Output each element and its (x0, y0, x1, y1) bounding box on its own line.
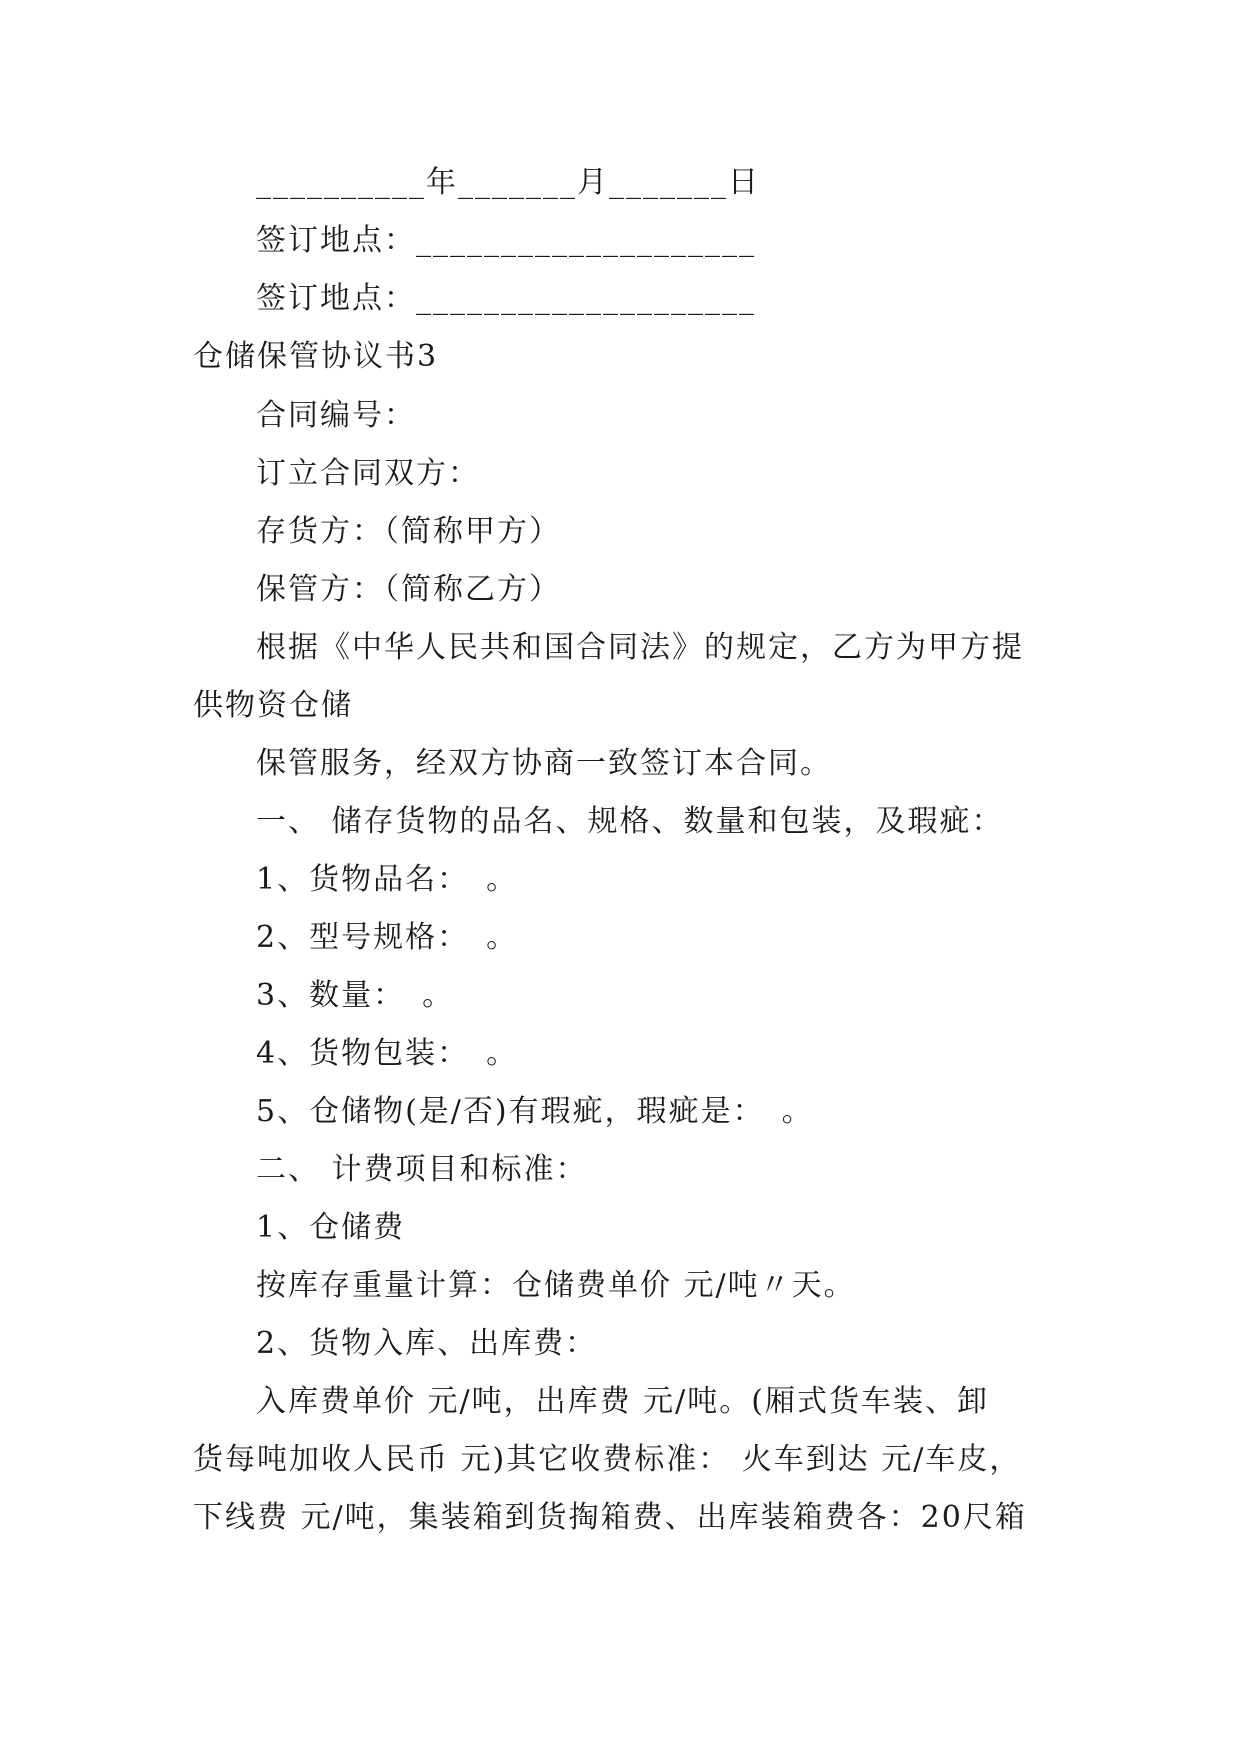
paragraph-line: 保管服务，经双方协商一致签订本合同。 (256, 746, 832, 781)
section-title: 仓储保管协议书3 (193, 339, 439, 374)
clause-heading: 一、 储存货物的品名、规格、数量和包装，及瑕疵： (256, 804, 1004, 839)
depositor-line: 存货方：（简称甲方） (256, 514, 561, 549)
clause-heading: 二、 计费项目和标准： (256, 1152, 588, 1187)
paragraph-line: 下线费 元/吨，集装箱到货掏箱费、出库装箱费各：20尺箱 (193, 1500, 1027, 1535)
list-item: 4、货物包装： 。 (256, 1036, 519, 1071)
paragraph-line: 根据《中华人民共和国合同法》的规定，乙方为甲方提 (256, 630, 1024, 665)
list-item: 5、仓储物(是/否)有瑕疵，瑕疵是： 。 (256, 1094, 814, 1129)
date-line: __________年_______月_______日 (256, 165, 760, 200)
paragraph-line: 按库存重量计算：仓储费单价 元/吨〃天。 (256, 1268, 856, 1303)
custodian-line: 保管方：（简称乙方） (256, 572, 561, 607)
paragraph-line: 货每吨加收人民币 元)其它收费标准： 火车到达 元/车皮， (193, 1442, 1022, 1477)
paragraph-line: 供物资仓储 (193, 688, 353, 723)
signing-place-line: 签订地点：____________________ (256, 223, 756, 258)
list-item: 3、数量： 。 (256, 978, 455, 1013)
contract-number-line: 合同编号： (256, 398, 416, 433)
list-item: 1、货物品名： 。 (256, 862, 519, 897)
list-item: 1、仓储费 (256, 1210, 406, 1245)
parties-line: 订立合同双方： (256, 456, 480, 491)
paragraph-line: 入库费单价 元/吨，出库费 元/吨。(厢式货车装、卸 (256, 1384, 989, 1419)
list-item: 2、型号规格： 。 (256, 920, 519, 955)
signing-place-line: 签订地点：____________________ (256, 281, 756, 316)
list-item: 2、货物入库、出库费： (256, 1326, 598, 1361)
